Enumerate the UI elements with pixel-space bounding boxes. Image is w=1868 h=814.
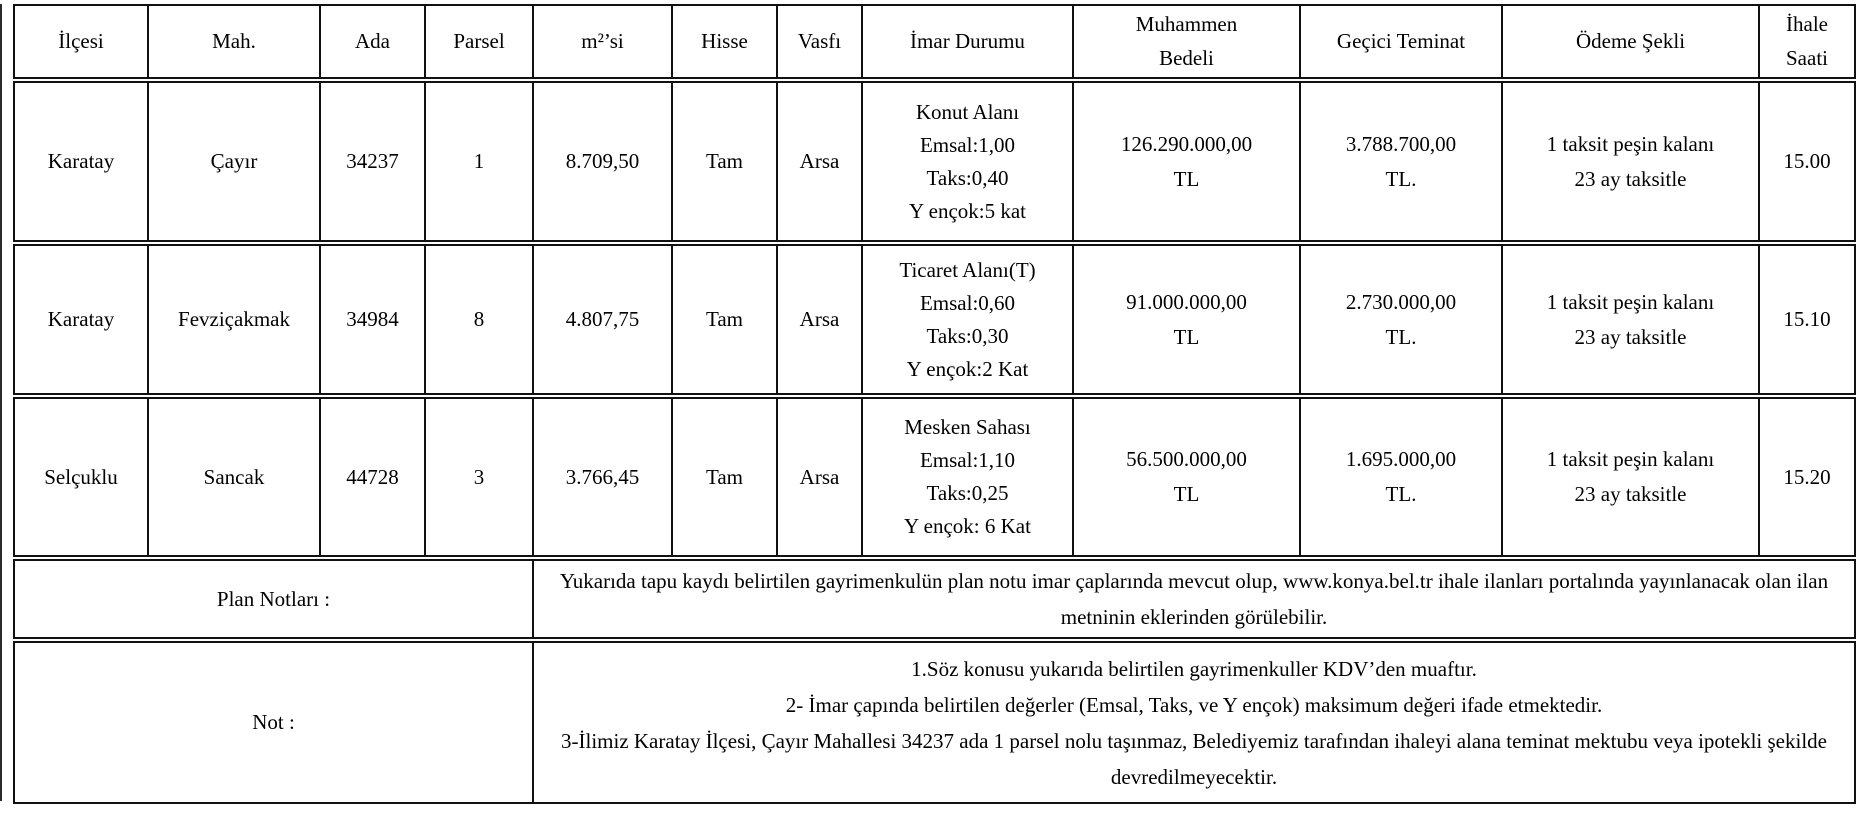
not-line-1: 1.Söz konusu yukarıda belirtilen gayrimenkuller KDV’den muaftır. bbox=[911, 656, 1477, 681]
col-header-ada: Ada bbox=[320, 5, 425, 80]
col-header-ilcesi: İlçesi bbox=[14, 5, 148, 80]
cell-odeme-sekli: 1 taksit peşin kalanı 23 ay taksitle bbox=[1502, 80, 1759, 243]
cell-gecici-teminat: 3.788.700,00 TL. bbox=[1300, 80, 1502, 243]
cell-muhammen-bedeli: 56.500.000,00 TL bbox=[1073, 396, 1300, 558]
cell-mah: Fevziçakmak bbox=[148, 243, 320, 396]
col-header-muhammen: Muhammen Bedeli bbox=[1073, 5, 1300, 80]
header-row bbox=[14, 5, 1855, 80]
cell-ihale-saati: 15.20 bbox=[1759, 396, 1855, 558]
col-header-odeme: Ödeme Şekli bbox=[1502, 5, 1759, 80]
cell-ada: 34984 bbox=[320, 243, 425, 396]
cell-parsel: 3 bbox=[425, 396, 533, 558]
cell-ilcesi: Selçuklu bbox=[14, 396, 148, 558]
col-header-parsel: Parsel bbox=[425, 5, 533, 80]
col-header-m2: m²’si bbox=[533, 5, 672, 80]
not-line-2: 2- İmar çapında belirtilen değerler (Emsal, Taks, ve Y ençok) maksimum değeri ifade etmektedir. bbox=[785, 692, 1603, 717]
cell-hisse: Tam bbox=[672, 80, 777, 243]
cell-ada: 44728 bbox=[320, 396, 425, 558]
not-text bbox=[533, 640, 1855, 803]
cell-odeme-sekli: 1 taksit peşin kalanı 23 ay taksitle bbox=[1502, 396, 1759, 558]
table-row bbox=[14, 243, 1855, 396]
cell-m2: 8.709,50 bbox=[533, 80, 672, 243]
col-header-vasfi: Vasfı bbox=[777, 5, 862, 80]
cell-vasfi: Arsa bbox=[777, 396, 862, 558]
cell-vasfi: Arsa bbox=[777, 243, 862, 396]
cell-gecici-teminat: 1.695.000,00 TL. bbox=[1300, 396, 1502, 558]
col-header-imar: İmar Durumu bbox=[862, 5, 1073, 80]
plan-notlari-row bbox=[14, 558, 1855, 640]
not-label: Not : bbox=[14, 640, 533, 803]
auction-table bbox=[13, 4, 1856, 804]
cell-imar-durumu: Mesken Sahası Emsal:1,10 Taks:0,25 Y ençok: 6 Kat bbox=[862, 396, 1073, 558]
cell-hisse: Tam bbox=[672, 243, 777, 396]
cell-ilcesi: Karatay bbox=[14, 243, 148, 396]
cell-gecici-teminat: 2.730.000,00 TL. bbox=[1300, 243, 1502, 396]
cell-muhammen-bedeli: 126.290.000,00 TL bbox=[1073, 80, 1300, 243]
cell-parsel: 1 bbox=[425, 80, 533, 243]
cell-parsel: 8 bbox=[425, 243, 533, 396]
cell-imar-durumu: Konut Alanı Emsal:1,00 Taks:0,40 Y ençok:5 kat bbox=[862, 80, 1073, 243]
cell-vasfi: Arsa bbox=[777, 80, 862, 243]
cell-ada: 34237 bbox=[320, 80, 425, 243]
col-header-saat: İhale Saati bbox=[1759, 5, 1855, 80]
plan-notlari-label: Plan Notları : bbox=[14, 558, 533, 640]
cell-m2: 4.807,75 bbox=[533, 243, 672, 396]
not-line-3: 3-İlimiz Karatay İlçesi, Çayır Mahallesi 34237 ada 1 parsel nolu taşınmaz, Belediyemiz tarafından ihaleyi alana teminat mektubu veya ipotekli şekilde devredilmeyecektir. bbox=[561, 728, 1827, 789]
page-edge-line bbox=[0, 4, 2, 801]
cell-ihale-saati: 15.00 bbox=[1759, 80, 1855, 243]
cell-ihale-saati: 15.10 bbox=[1759, 243, 1855, 396]
cell-m2: 3.766,45 bbox=[533, 396, 672, 558]
table-row bbox=[14, 80, 1855, 243]
not-row bbox=[14, 640, 1855, 803]
cell-hisse: Tam bbox=[672, 396, 777, 558]
cell-odeme-sekli: 1 taksit peşin kalanı 23 ay taksitle bbox=[1502, 243, 1759, 396]
cell-imar-durumu: Ticaret Alanı(T) Emsal:0,60 Taks:0,30 Y ençok:2 Kat bbox=[862, 243, 1073, 396]
cell-mah: Çayır bbox=[148, 80, 320, 243]
col-header-hisse: Hisse bbox=[672, 5, 777, 80]
cell-ilcesi: Karatay bbox=[14, 80, 148, 243]
table-row bbox=[14, 396, 1855, 558]
col-header-teminat: Geçici Teminat bbox=[1300, 5, 1502, 80]
plan-notlari-text: Yukarıda tapu kaydı belirtilen gayrimenkulün plan notu imar çaplarında mevcut olup, www.konya.bel.tr ihale ilanları portalında yayınlanacak olan ilan metninin eklerinden görülebilir. bbox=[533, 558, 1855, 640]
cell-mah: Sancak bbox=[148, 396, 320, 558]
col-header-mah: Mah. bbox=[148, 5, 320, 80]
cell-muhammen-bedeli: 91.000.000,00 TL bbox=[1073, 243, 1300, 396]
